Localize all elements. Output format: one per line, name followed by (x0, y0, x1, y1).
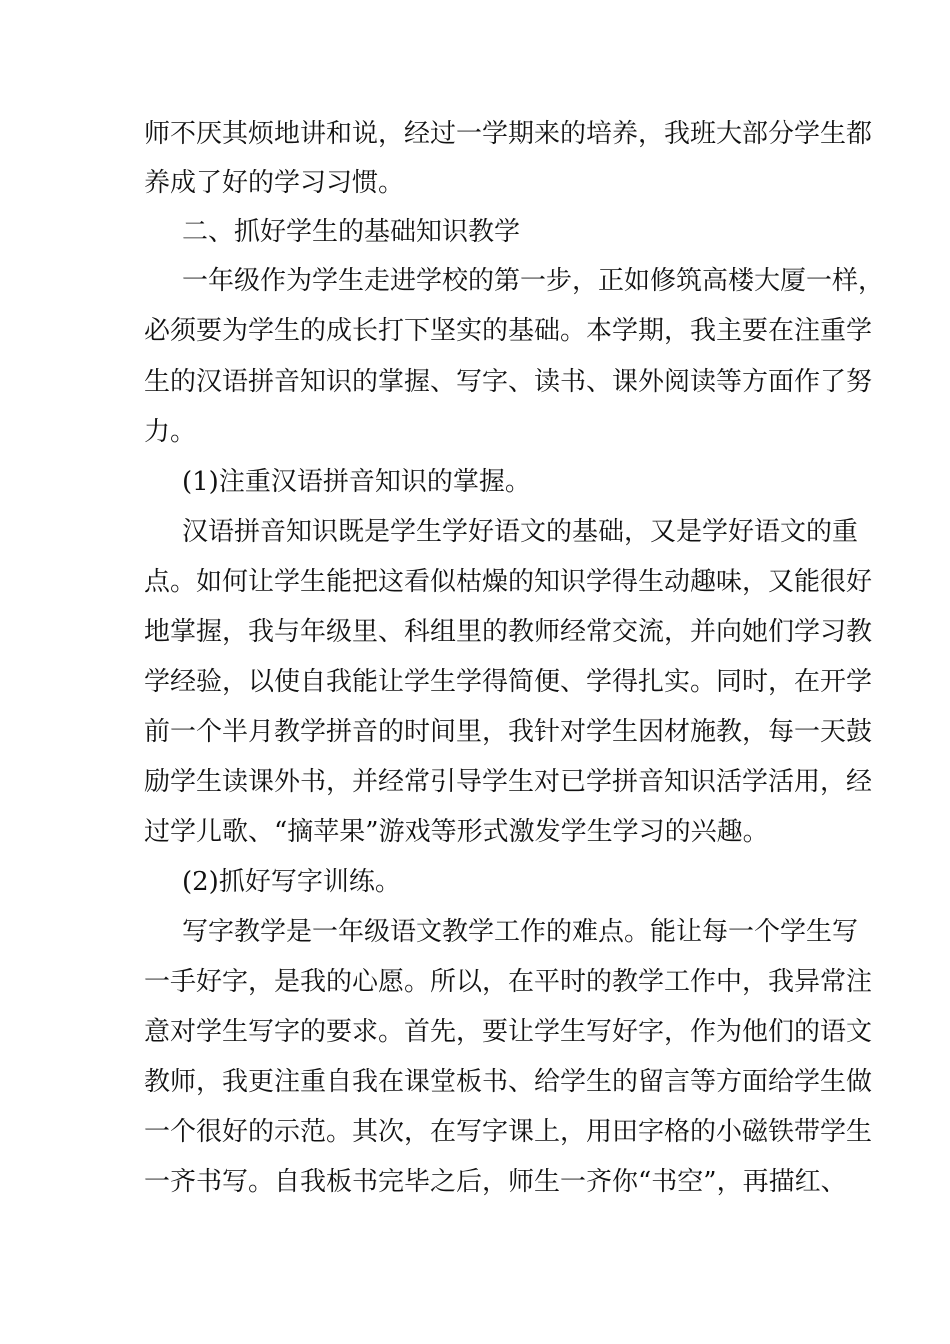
text-line: 一个很好的示范。其次，在写字课上，用田字格的小磁铁带学生 (144, 1117, 873, 1147)
text-line: 力。 (144, 417, 197, 447)
text-line: 必须要为学生的成长打下坚实的基础。本学期，我主要在注重学 (144, 316, 873, 346)
text-line: 过学儿歌、“摘苹果”游戏等形式激发学生学习的兴趣。 (144, 817, 769, 847)
text-line: 教师，我更注重自我在课堂板书、给学生的留言等方面给学生做 (144, 1067, 873, 1097)
text-line: 生的汉语拼音知识的掌握、写字、读书、课外阅读等方面作了努 (144, 367, 873, 397)
text-line: 写字教学是一年级语文教学工作的难点。能让每一个学生写 (182, 917, 859, 947)
text-line: 一手好字，是我的心愿。所以，在平时的教学工作中，我异常注 (144, 967, 873, 997)
text-line: 地掌握，我与年级里、科组里的教师经常交流，并向她们学习教 (144, 617, 873, 647)
section-heading: 二、抓好学生的基础知识教学 (182, 217, 521, 247)
text-line: 一齐书写。自我板书完毕之后，师生一齐你“书空”，再描红、 (144, 1167, 847, 1197)
text-line: 汉语拼音知识既是学生学好语文的基础，又是学好语文的重 (182, 517, 859, 547)
subsection-heading: (2)抓好写字训练。 (182, 867, 401, 897)
text-line: 师不厌其烦地讲和说，经过一学期来的培养，我班大部分学生都 (144, 119, 873, 149)
text-line: 学经验，以使自我能让学生学得简便、学得扎实。同时，在开学 (144, 667, 873, 697)
text-line: 励学生读课外书，并经常引导学生对已学拼音知识活学活用，经 (144, 767, 873, 797)
text-line: 意对学生写字的要求。首先，要让学生写好字，作为他们的语文 (144, 1017, 873, 1047)
text-line: 前一个半月教学拼音的时间里，我针对学生因材施教，每一天鼓 (144, 717, 873, 747)
subsection-heading: (1)注重汉语拼音知识的掌握。 (182, 467, 531, 497)
text-line: 养成了好的学习习惯。 (144, 168, 405, 198)
text-line: 点。如何让学生能把这看似枯燥的知识学得生动趣味，又能很好 (144, 567, 873, 597)
text-line: 一年级作为学生走进学校的第一步，正如修筑高楼大厦一样， (182, 266, 885, 296)
